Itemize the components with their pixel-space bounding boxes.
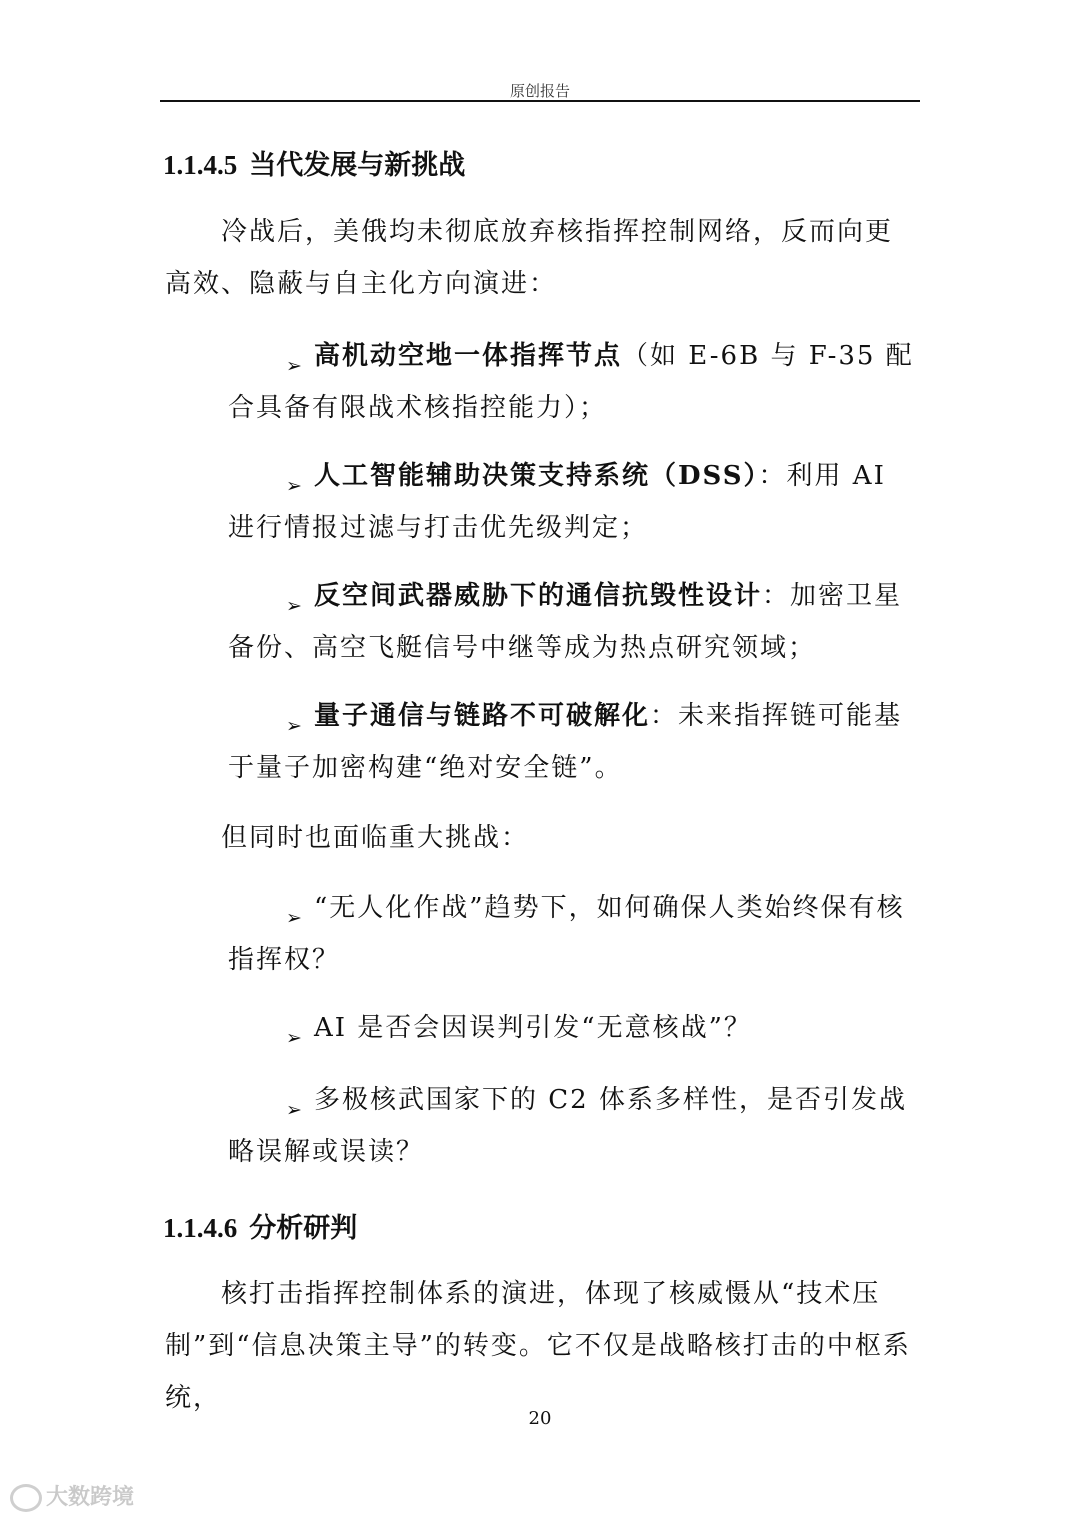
development-item [228, 690, 918, 794]
header-rule [160, 100, 920, 102]
section-title: 分析研判 [249, 1213, 358, 1243]
arrow-bullet-icon: ➢ [286, 355, 304, 377]
development-item [228, 570, 918, 674]
arrow-bullet-icon: ➢ [286, 715, 304, 737]
challenge-text: “无人化作战”趋势下，如何确保人类始终保有核指挥权？ [228, 893, 905, 975]
arrow-bullet-icon: ➢ [286, 1099, 304, 1121]
development-bold-label: 人工智能辅助决策支持系统（DSS） [314, 461, 759, 491]
development-bold-label: 反空间武器威胁下的通信抗毁性设计 [314, 581, 763, 611]
challenge-item [228, 882, 918, 986]
arrow-bullet-icon: ➢ [286, 1027, 304, 1049]
development-item [228, 330, 918, 434]
development-text: ：利用 AI 进行情报过滤与打击优先级判定； [228, 461, 886, 543]
challenge-item [228, 1002, 918, 1054]
section-number: 1.1.4.5 [163, 150, 238, 180]
development-text: ：加密卫星备份、高空飞艇信号中继等成为热点研究领域； [228, 581, 903, 663]
section-heading-1-1-4-5 [163, 143, 465, 182]
section-number: 1.1.4.6 [163, 1213, 238, 1243]
watermark-text: 大数跨境 [46, 1485, 135, 1510]
development-text: （如 E-6B 与 F-35 配合具备有限战术核指控能力）； [228, 341, 914, 423]
section-title: 当代发展与新挑战 [249, 150, 466, 180]
page-number: 20 [528, 1408, 552, 1429]
development-text: ：未来指挥链可能基于量子加密构建“绝对安全链”。 [228, 701, 903, 783]
running-header: 原创报告 [509, 82, 570, 100]
intro-text: 冷战后，美俄均未彻底放弃核指挥控制网络，反而向更高效、隐蔽与自主化方向演进： [165, 217, 894, 299]
arrow-bullet-icon: ➢ [286, 595, 304, 617]
challenge-text: 多极核武国家下的 C2 体系多样性，是否引发战略误解或误读？ [228, 1085, 907, 1167]
intro-paragraph [165, 206, 917, 310]
arrow-bullet-icon: ➢ [286, 475, 304, 497]
development-item [228, 450, 918, 554]
weibo-logo-icon [10, 1484, 42, 1512]
analysis-paragraph [165, 1268, 917, 1424]
challenges-intro-text: 但同时也面临重大挑战： [221, 823, 530, 853]
challenge-item [228, 1074, 918, 1178]
section-heading-1-1-4-6 [163, 1206, 357, 1245]
analysis-text: 核打击指挥控制体系的演进，体现了核威慑从“技术压制”到“信息决策主导”的转变。它不仅是战略核打击的中枢系统， [165, 1279, 911, 1413]
development-bold-label: 高机动空地一体指挥节点 [314, 341, 623, 371]
challenges-intro-paragraph [165, 812, 917, 864]
arrow-bullet-icon: ➢ [286, 907, 304, 929]
watermark [10, 1480, 134, 1512]
challenge-text: AI 是否会因误判引发“无意核战”？ [314, 1013, 752, 1043]
development-bold-label: 量子通信与链路不可破解化 [314, 701, 651, 731]
